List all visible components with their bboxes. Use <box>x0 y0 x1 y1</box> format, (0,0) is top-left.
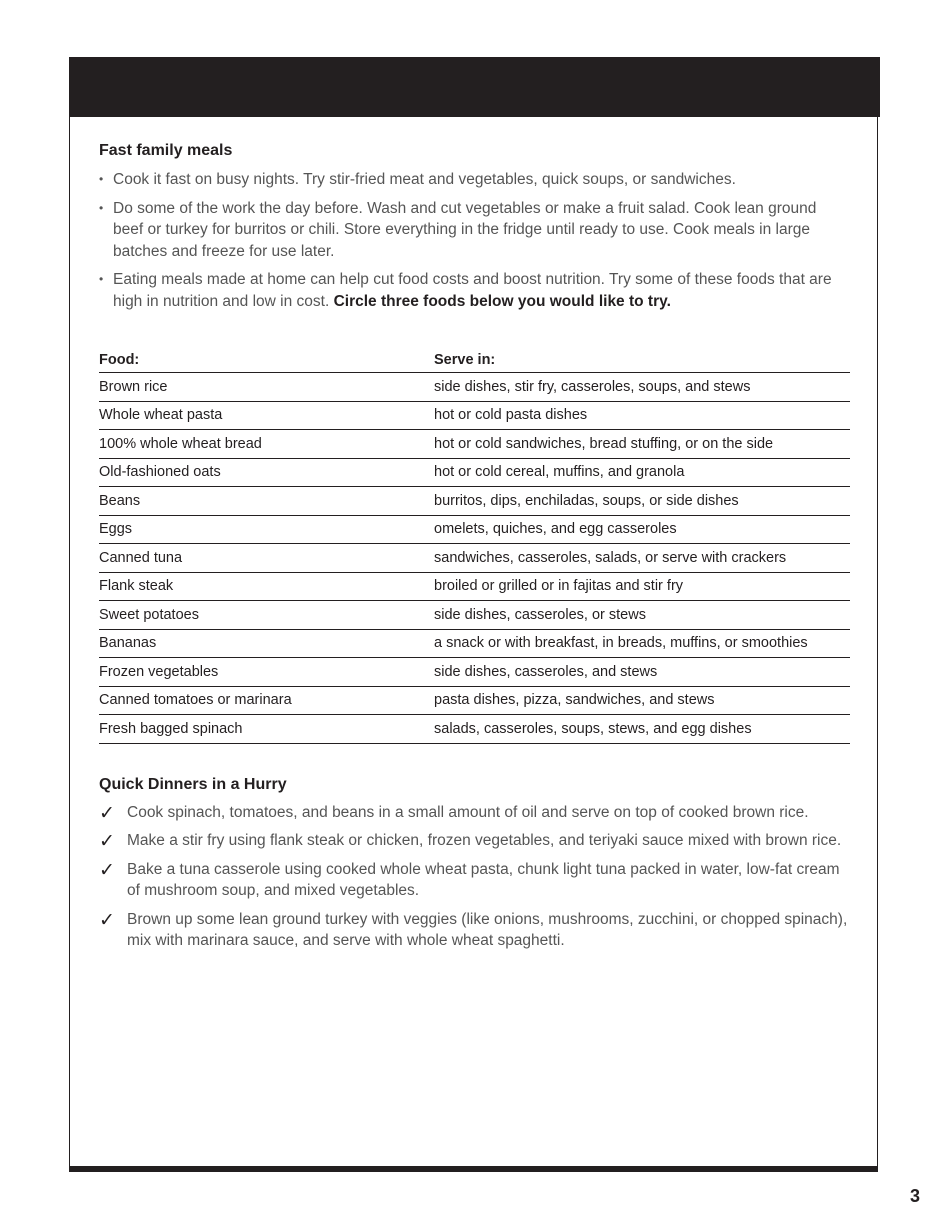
page-number: 3 <box>910 1186 921 1206</box>
serve-cell: side dishes, casseroles, or stews <box>434 601 850 630</box>
header-serve-in: Serve in: <box>434 344 850 373</box>
table-row <box>99 715 850 744</box>
check-list-item: ✓ Bake a tuna casserole using cooked whole wheat pasta, chunk light tuna packed in water, low-fat cream of mushroom soup, and mixed vegetables. <box>99 858 840 899</box>
table-row <box>99 572 850 601</box>
serve-cell: a snack or with breakfast, in breads, muffins, or smoothies <box>434 629 850 658</box>
food-cell: Fresh bagged spinach <box>99 715 434 744</box>
page-content <box>99 140 850 959</box>
table-row <box>99 430 850 459</box>
check-mark-icon: ✓ <box>99 830 115 852</box>
food-cell: 100% whole wheat bread <box>99 430 434 459</box>
section-title-quick-dinners: Quick Dinners in a Hurry <box>99 775 287 793</box>
food-cell: Brown rice <box>99 373 434 402</box>
serve-cell: omelets, quiches, and egg casseroles <box>434 515 850 544</box>
serve-cell: broiled or grilled or in fajitas and stir fry <box>434 572 850 601</box>
serve-cell: side dishes, stir fry, casseroles, soups, and stews <box>434 373 850 402</box>
check-list-item: ✓ Make a stir fry using flank steak or chicken, frozen vegetables, and teriyaki sauce mixed with brown rice. <box>99 830 842 852</box>
check-mark-icon: ✓ <box>99 858 115 881</box>
check-mark-icon: ✓ <box>99 801 115 824</box>
food-cell: Beans <box>99 487 434 516</box>
table-row <box>99 601 850 630</box>
bullet-dot-icon: • <box>99 272 104 286</box>
food-cell: Flank steak <box>99 572 434 601</box>
food-cell: Sweet potatoes <box>99 601 434 630</box>
food-cell: Canned tuna <box>99 544 434 573</box>
foods-table <box>99 344 850 744</box>
table-row <box>99 686 850 715</box>
bullet-dot-icon: • <box>99 200 104 215</box>
section-title-fast-family-meals: Fast family meals <box>99 142 233 159</box>
serve-cell: pasta dishes, pizza, sandwiches, and stews <box>434 686 850 715</box>
table-row <box>99 544 850 573</box>
table-row <box>99 515 850 544</box>
table-row <box>99 458 850 487</box>
serve-cell: sandwiches, casseroles, salads, or serve with crackers <box>434 544 850 573</box>
check-list-item: ✓ Cook spinach, tomatoes, and beans in a small amount of oil and serve on top of cooked brown rice. <box>99 801 809 824</box>
table-row <box>99 373 850 402</box>
table-row <box>99 629 850 658</box>
table-row <box>99 401 850 430</box>
serve-cell: side dishes, casseroles, and stews <box>434 658 850 687</box>
food-cell: Old-fashioned oats <box>99 458 434 487</box>
bullet-bold-instruction: Circle three foods below you would like to try. <box>333 292 671 310</box>
bullet-item: • Cook it fast on busy nights. Try stir-fried meat and vegetables, quick soups, or sandwiches. <box>99 169 850 191</box>
table-header-row <box>99 344 850 373</box>
fast-meals-bullet-list <box>99 169 850 312</box>
quick-dinners-check-list <box>99 802 850 952</box>
check-list-item: ✓ Brown up some lean ground turkey with veggies (like onions, mushrooms, zucchini, or chopped spinach), mix with marinara sauce, and serve with whole wheat spaghetti. <box>99 908 848 949</box>
serve-cell: hot or cold sandwiches, bread stuffing, or on the side <box>434 430 850 459</box>
table-row <box>99 658 850 687</box>
food-cell: Canned tomatoes or marinara <box>99 686 434 715</box>
food-cell: Bananas <box>99 629 434 658</box>
serve-cell: salads, casseroles, soups, stews, and egg dishes <box>434 715 850 744</box>
serve-cell: hot or cold cereal, muffins, and granola <box>434 458 850 487</box>
food-cell: Eggs <box>99 515 434 544</box>
table-row <box>99 487 850 516</box>
food-cell: Frozen vegetables <box>99 658 434 687</box>
header-food: Food: <box>99 344 434 373</box>
bullet-dot-icon: • <box>99 172 104 186</box>
food-cell: Whole wheat pasta <box>99 401 434 430</box>
bullet-item: • Eating meals made at home can help cut food costs and boost nutrition. Try some of these foods that are high in nutrition and low in cost. Circle three foods below you would like to try. <box>99 271 832 310</box>
serve-cell: hot or cold pasta dishes <box>434 401 850 430</box>
check-mark-icon: ✓ <box>99 908 115 931</box>
serve-cell: burritos, dips, enchiladas, soups, or side dishes <box>434 487 850 516</box>
bullet-item: • Do some of the work the day before. Wash and cut vegetables or make a fruit salad. Cook lean ground beef or turkey for burritos or chili. Store everything in the fridge until ready to use. Cook meals in large batches and freeze for use later. <box>99 199 817 260</box>
